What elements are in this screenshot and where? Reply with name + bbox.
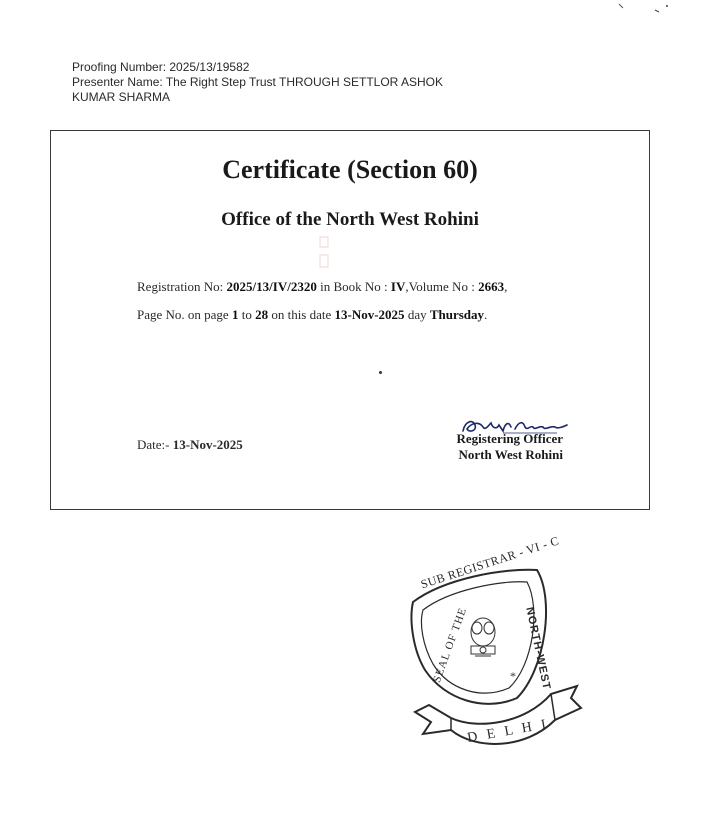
officer-office: North West Rohini: [458, 447, 563, 462]
page-from: 1: [231, 307, 239, 322]
faint-watermark-mark: [317, 235, 331, 271]
sub-registrar-seal: [405, 533, 585, 765]
page-date-line: [137, 307, 487, 323]
proofing-number: Proofing Number: 2025/13/19582: [72, 60, 250, 74]
page-to-label: to: [238, 307, 256, 322]
period: .: [484, 307, 488, 322]
seal-right-text: NORTH-WEST: [523, 606, 553, 692]
stray-dot: [379, 371, 382, 374]
day-label: day: [404, 307, 430, 322]
footer-date-label: Date:-: [137, 437, 173, 452]
volume-number: 2663: [478, 279, 505, 294]
presenter-name-line2: KUMAR SHARMA: [72, 90, 171, 104]
page-to: 28: [255, 307, 269, 322]
footer-date: [137, 437, 243, 453]
document-header: [72, 60, 443, 105]
footer-date-value: 13-Nov-2025: [172, 437, 243, 452]
svg-text:*: *: [510, 669, 516, 683]
certificate-title: Certificate (Section 60): [222, 155, 478, 184]
seal-ribbon-text: D E L H I: [466, 716, 551, 747]
registration-number: 2025/13/IV/2320: [226, 279, 317, 294]
certificate-box: [50, 130, 650, 510]
officer-title: Registering Officer: [456, 431, 563, 446]
registration-day: Thursday: [429, 307, 485, 322]
date-label: on this date: [268, 307, 335, 322]
registration-date: 13-Nov-2025: [334, 307, 405, 322]
seal-left-text: SEAL OF THE: [431, 605, 470, 685]
page-label: Page No. on page: [137, 307, 232, 322]
comma: ,: [504, 279, 508, 294]
presenter-name-line1: Presenter Name: The Right Step Trust THROUGH SETTLOR ASHOK: [72, 75, 444, 89]
registering-officer-block: [411, 431, 563, 463]
volume-label: ,Volume No :: [405, 279, 479, 294]
registration-label: Registration No:: [137, 279, 227, 294]
book-number: IV: [390, 279, 406, 294]
book-label: in Book No :: [316, 279, 391, 294]
corner-specks: [615, 0, 675, 25]
registration-line: [137, 279, 507, 295]
seal-top-text: SUB REGISTRAR - VI - C: [419, 533, 561, 592]
office-name: Office of the North West Rohini: [221, 209, 479, 230]
